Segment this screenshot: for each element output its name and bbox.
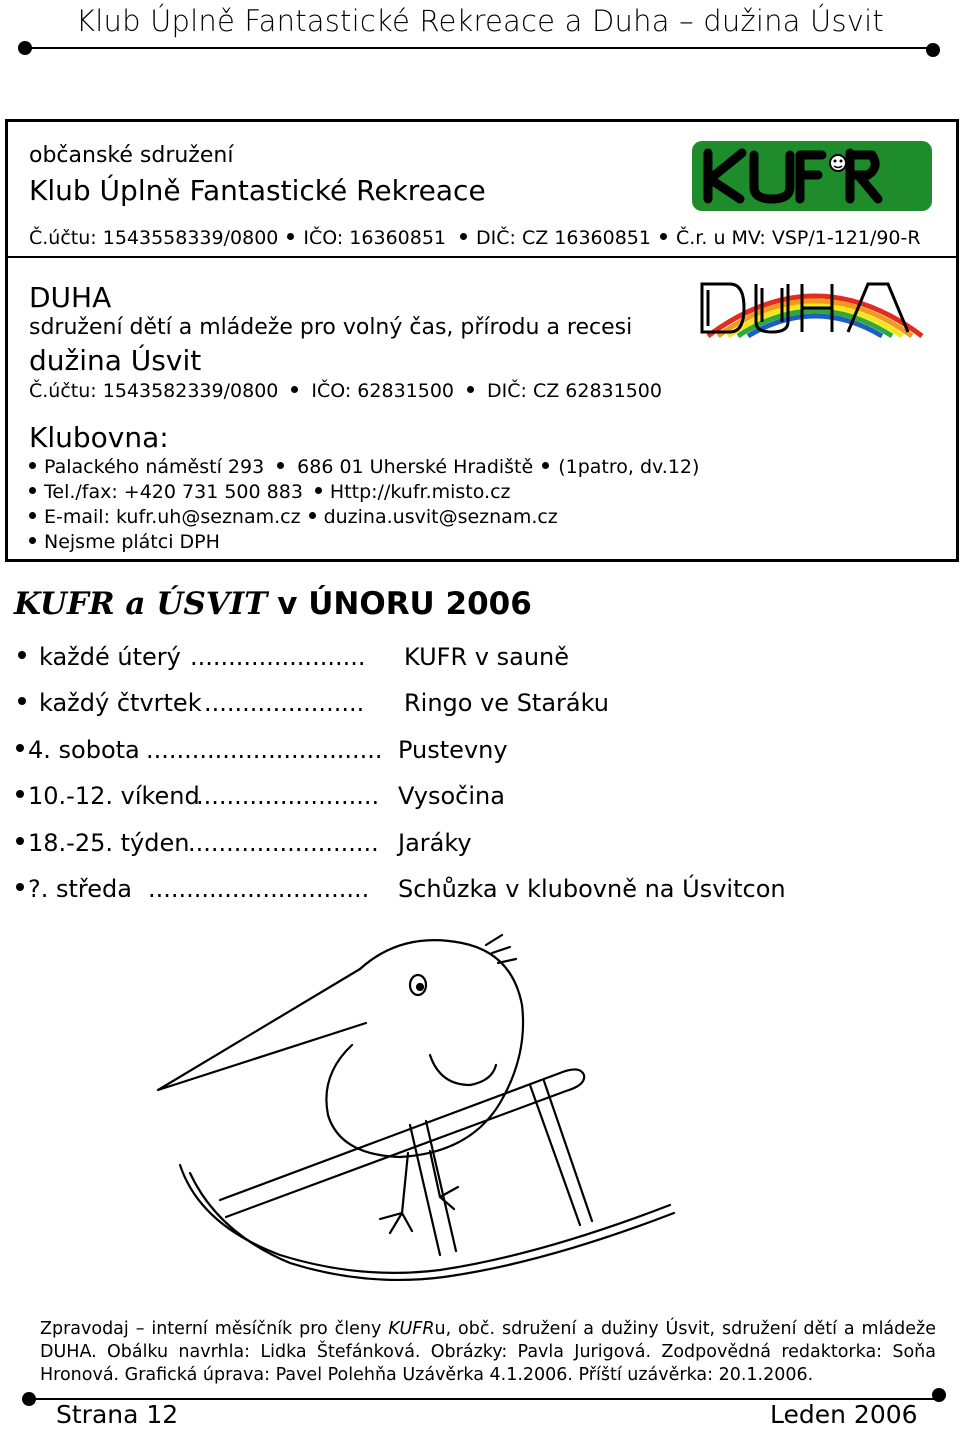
dph-note: Nejsme plátci DPH <box>44 531 220 553</box>
kufr-account: Č.účtu: 1543558339/0800 <box>29 227 279 249</box>
footer-colophon-part1: Zpravodaj – interní měsíčník pro členy <box>40 1319 382 1339</box>
footer-colophon-part2: u, obč. sdružení a dužiny Úsvit, sdružení dětí a mládeže DUHA. Obálku navrhla: Lidka Štefánková. Obrázky: Pavla Jurigová. Zodpovědná redaktorka: Soňa Hronová. Grafická úprava: Pavel Polehňa Uzávěrka 4.1.2006. Příští uzávěrka: 20.1.2006. <box>40 1319 936 1385</box>
header-rule <box>24 47 934 49</box>
event-item <box>16 782 200 810</box>
bullet-icon <box>29 462 36 469</box>
event-leader: ..................... <box>204 689 365 717</box>
bullet-icon <box>16 837 24 845</box>
event-what: Jaráky <box>398 829 472 857</box>
event-what: Ringo ve Staráku <box>404 689 609 717</box>
kufr-ico: IČO: 16360851 <box>303 227 447 249</box>
box-divider <box>5 256 956 258</box>
header-rule-dot-right <box>926 43 940 57</box>
klubovna-title: Klubovna: <box>29 421 169 454</box>
bullet-icon <box>467 386 474 393</box>
event-when: ?. středa <box>28 875 132 903</box>
klubovna-email-line <box>29 506 558 528</box>
bullet-icon <box>315 487 322 494</box>
event-when: každé úterý <box>39 643 181 671</box>
duha-branch: dužina Úsvit <box>29 344 202 377</box>
duha-description: sdružení dětí a mládeže pro volný čas, přírodu a recesi <box>29 315 633 340</box>
event-item <box>16 829 189 857</box>
bullet-icon <box>460 233 467 240</box>
event-leader: ............................. <box>148 875 370 903</box>
kufr-reg: Č.r. u MV: VSP/1-121/90-R <box>676 227 921 249</box>
address-city: 686 01 Uherské Hradiště <box>297 456 534 478</box>
kufr-name: Klub Úplně Fantastické Rekreace <box>29 174 486 207</box>
footer-rule-dot-right <box>932 1388 946 1402</box>
program-heading-month: v ÚNORU 2006 <box>277 586 532 622</box>
footer-rule-dot-left <box>22 1392 36 1406</box>
event-when: každý čtvrtek <box>39 689 202 717</box>
event-what: KUFR v sauně <box>404 643 569 671</box>
event-what: Vysočina <box>398 782 505 810</box>
event-item <box>16 736 140 764</box>
bullet-icon <box>660 233 667 240</box>
footer-colophon <box>40 1318 936 1387</box>
contact-phone: Tel./fax: +420 731 500 883 <box>44 481 303 503</box>
event-what: Pustevny <box>398 736 508 764</box>
duha-dic: DIČ: CZ 62831500 <box>487 380 662 402</box>
kufr-registration-line <box>29 227 921 249</box>
event-item <box>18 689 202 717</box>
event-leader: ......................... <box>188 829 379 857</box>
duha-name: DUHA <box>29 281 112 314</box>
program-heading-orgs: KUFR a ÚSVIT <box>14 586 268 622</box>
bullet-icon <box>287 233 294 240</box>
bullet-icon <box>18 651 26 659</box>
header-rule-dot-left <box>18 41 32 55</box>
event-item <box>16 875 132 903</box>
klubovna-dph-line <box>29 531 220 553</box>
event-leader: ............................... <box>146 736 383 764</box>
duha-account: Č.účtu: 1543582339/0800 <box>29 380 279 402</box>
issue-date: Leden 2006 <box>770 1400 918 1429</box>
program-heading <box>14 586 532 622</box>
bullet-icon <box>16 790 24 798</box>
contact-email-kufr: E-mail: kufr.uh@seznam.cz <box>44 506 301 528</box>
bullet-icon <box>309 512 316 519</box>
bullet-icon <box>18 697 26 705</box>
address-floor: (1patro, dv.12) <box>558 456 700 478</box>
kufr-line1: občanské sdružení <box>29 143 234 168</box>
contact-web: Http://kufr.misto.cz <box>329 481 511 503</box>
bullet-icon <box>291 386 298 393</box>
event-when: 18.-25. týden <box>28 829 190 857</box>
footer-colophon-kufr: KUFR <box>388 1319 435 1339</box>
bullet-icon <box>29 537 36 544</box>
address-street: Palackého náměstí 293 <box>44 456 265 478</box>
bird-sled-illustration <box>140 925 700 1305</box>
bullet-icon <box>29 512 36 519</box>
event-when: 4. sobota <box>28 736 140 764</box>
event-leader: ....................... <box>190 643 366 671</box>
contact-email-duha: duzina.usvit@seznam.cz <box>323 506 558 528</box>
klubovna-address-line <box>29 456 699 478</box>
page-number: Strana 12 <box>56 1400 179 1429</box>
event-what: Schůzka v klubovně na Úsvitcon <box>398 875 786 903</box>
bullet-icon <box>277 462 284 469</box>
page-header-title: Klub Úplně Fantastické Rekreace a Duha – dužina Úsvit <box>76 4 884 38</box>
bullet-icon <box>542 462 549 469</box>
klubovna-contact-line <box>29 481 511 503</box>
kufr-logo <box>692 141 932 211</box>
duha-logo <box>700 278 930 338</box>
duha-ico: IČO: 62831500 <box>311 380 455 402</box>
event-leader: ........................ <box>196 782 380 810</box>
bullet-icon <box>16 744 24 752</box>
bullet-icon <box>29 487 36 494</box>
event-when: 10.-12. víkend <box>28 782 200 810</box>
duha-registration-line <box>29 380 662 402</box>
bullet-icon <box>16 883 24 891</box>
kufr-dic: DIČ: CZ 16360851 <box>476 227 651 249</box>
event-item <box>18 643 181 671</box>
